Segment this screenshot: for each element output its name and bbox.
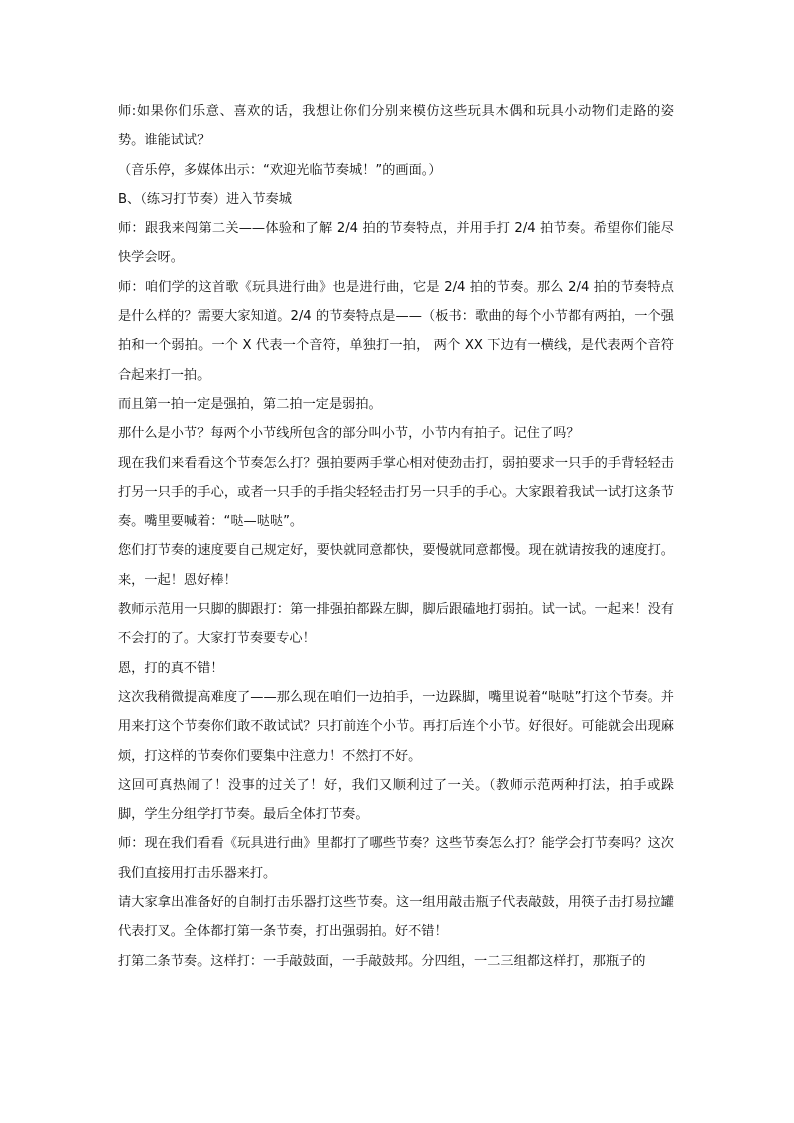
paragraph-strong-weak-beat: 而且第一拍一定是强拍，第二拍一定是弱拍。 bbox=[118, 396, 382, 412]
paragraph-imitate-walking: 师:如果你们乐意、喜欢的话，我想让你们分别来模仿这些玩具木偶和玩具小动物们走路的姿势。谁能试试？ bbox=[118, 104, 674, 149]
paragraph-second-rhythm: 打第二条节奏。这样打：一手敲鼓面，一手敲鼓邦。分四组，一二三组都这样打，那瓶子的 bbox=[118, 953, 646, 969]
paragraph-what-is-measure: 那什么是小节？每两个小节线所包含的部分叫小节，小节内有拍子。记住了吗？ bbox=[118, 426, 580, 442]
paragraph-foot-demo: 教师示范用一只脚的脚跟打：第一排强拍都跺左脚，脚后跟磕地打弱拍。试一试。一起来！没有不会打的了。大家打节奏要专心！ bbox=[118, 602, 674, 647]
paragraph-section-b-heading: B、（练习打节奏）进入节奏城 bbox=[118, 191, 292, 207]
paragraph-music-stops: （音乐停，多媒体出示：“欢迎光临节奏城！”的画面。） bbox=[118, 162, 442, 178]
paragraph-second-level: 师：跟我来闯第二关——体验和了解 2/4 拍的节奏特点，并用手打 2/4 拍节奏。希望你们能尽快学会呀。 bbox=[118, 221, 674, 266]
paragraph-how-to-clap: 现在我们来看看这个节奏怎么打？强拍要两手掌心相对使劲击打，弱拍要求一只手的手背轻轻击打另一只手的手心，或者一只手的手指尖轻轻击打另一只手的手心。大家跟着我试一试打这条节奏。嘴里要喊着：“哒—哒哒”。 bbox=[118, 455, 674, 530]
document-page bbox=[118, 97, 674, 976]
paragraph-toy-march-rhythms: 师：现在我们看看《玩具进行曲》里都打了哪些节奏？这些节奏怎么打？能学会打节奏吗？这次我们直接用打击乐器来打。 bbox=[118, 836, 674, 881]
paragraph-praise: 恩，打的真不错！ bbox=[118, 660, 224, 676]
paragraph-harder-level: 这次我稍微提高难度了——那么现在咱们一边拍手，一边跺脚，嘴里说着“哒哒”打这个节奏。并用来打这个节奏你们敢不敢试试？只打前连个小节。再打后连个小节。好很好。可能就会出现麻烦，打这样的节奏你们要集中注意力！不然打不好。 bbox=[118, 689, 674, 764]
paragraph-rhythm-features: 师：咱们学的这首歌《玩具进行曲》也是进行曲，它是 2/4 拍的节奏。那么 2/4 拍的节奏特点是什么样的？需要大家知道。2/4 的节奏特点是——（板书：歌曲的每个小节都有两拍，一个强拍和一个弱拍。一个 X 代表一个音符，单独打一拍， 两个 XX 下边有一横线，是代表两个音符合起来打一拍。 bbox=[118, 279, 674, 383]
paragraph-tempo: 您们打节奏的速度要自己规定好，要快就同意都快，要慢就同意都慢。现在就请按我的速度打。来，一起！恩好棒！ bbox=[118, 543, 674, 588]
paragraph-level-passed: 这回可真热闹了！没事的过关了！好，我们又顺利过了一关。（教师示范两种打法，拍手或跺脚，学生分组学打节奏。最后全体打节奏。 bbox=[118, 777, 674, 823]
paragraph-percussion: 请大家拿出准备好的自制打击乐器打这些节奏。这一组用敲击瓶子代表敲鼓，用筷子击打易拉罐代表打叉。全体都打第一条节奏，打出强弱拍。好不错！ bbox=[118, 895, 674, 940]
